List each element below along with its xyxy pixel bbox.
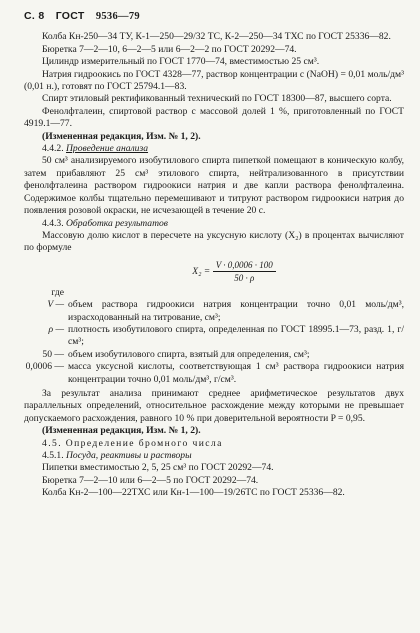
equipment-pipettes: Пипетки вместимостью 2, 5, 25 см³ по ГОСТ 20292—74. xyxy=(42,462,274,474)
formula-fraction xyxy=(213,259,276,285)
page-header xyxy=(24,10,404,23)
page-number: С. 8 xyxy=(24,10,45,22)
def-v-symbol: V — xyxy=(47,299,64,311)
standard-label: ГОСТ xyxy=(55,10,85,22)
formula-numerator: V · 0,0006 · 100 xyxy=(213,259,276,272)
formula-denominator: 50 · ρ xyxy=(234,273,255,284)
section-45-heading: 4.5. Определение бромного числа xyxy=(42,437,223,449)
section-443-heading xyxy=(24,218,404,230)
revision-note-2: (Измененная редакция, Изм. № 1, 2). xyxy=(42,425,201,437)
reagent-phenolphthalein: Фенолфталеин, спиртовой раствор с массовой долей 1 %, приготовленный по ГОСТ 4919.1—77. xyxy=(24,105,404,130)
formula xyxy=(64,259,404,283)
equipment-burette-2: Бюретка 7—2—10 или 6—2—5 по ГОСТ 20292—74. xyxy=(42,474,259,486)
result-paragraph: За результат анализа принимают среднее арифметическое результатов двух параллельных определений, относительное расхождение между которыми не превышает допускаемого расхождения, равного 10 % при доверительной вероятности P = 0,95. xyxy=(24,387,404,424)
where-label: где xyxy=(51,286,64,298)
section-451-title: Посуда, реактивы и растворы xyxy=(66,450,192,461)
section-442-title: Проведение анализа xyxy=(66,143,149,155)
reagent-naoh: Натрия гидроокись по ГОСТ 4328—77, раствор концентрации с (NaOH) = 0,01 моль/дм³ (0,01 н.), готовят по ГОСТ 25794.1—83. xyxy=(24,68,404,93)
def-rho-text: плотность изобутилового спирта, определенная по ГОСТ 18995.1—73, разд. 1, г/см³; xyxy=(68,323,404,348)
section-442-body: 50 см³ анализируемого изобутилового спирта пипеткой помещают в коническую колбу, затем прибавляют 25 см³ этилового спирта, нейтрализованного в присутствии фенолфталеина раствором гидроокиси натрия и две капли раствора фенолфталеина. Содержимое колбы тщательно перемешивают и титруют раствором гидроокиси натрия до появления розовой окраски, не исчезающей в течение 20 с. xyxy=(24,155,404,217)
equipment-flask: Колба Кн-250—34 ТУ, К-1—250—29/32 ТС, К-2—250—34 ТХС по ГОСТ 25336—82. xyxy=(42,31,391,43)
revision-note: (Измененная редакция, Изм. № 1, 2). xyxy=(42,130,201,142)
definitions xyxy=(24,287,404,386)
def-v-text: объем раствора гидроокиси натрия концентрации точно 0,01 моль/дм³, израсходованный на титрование, см³; xyxy=(68,299,404,323)
equipment-flask-2: Колба Кн-2—100—22ТХС или Кн-1—100—19/26ТС по ГОСТ 25336—82. xyxy=(42,487,345,499)
def-rho-symbol: ρ — xyxy=(48,323,64,335)
def-50-symbol: 50 — xyxy=(42,348,64,360)
equipment-cylinder: Цилиндр измерительный по ГОСТ 1770—74, вместимостью 25 см³. xyxy=(42,56,320,68)
standard-code: 9536—79 xyxy=(95,11,140,22)
document-page xyxy=(24,10,404,500)
def-0006-text: масса уксусной кислоты, соответствующая 1 см³ раствора гидроокиси натрия концентрации точно 0,01 моль/дм³, г/см³. xyxy=(68,361,404,385)
section-451-number: 4.5.1. xyxy=(42,450,64,461)
def-0006-symbol: 0,0006 — xyxy=(25,361,64,373)
section-451-heading xyxy=(24,450,404,462)
def-50-text: объем изобутилового спирта, взятый для определения, см³; xyxy=(68,348,310,360)
reagent-ethanol: Спирт этиловый ректификованный технический по ГОСТ 18300—87, высшего сорта. xyxy=(42,93,392,105)
section-442-number: 4.4.2. xyxy=(42,143,64,155)
section-443-number: 4.4.3. xyxy=(42,217,64,229)
section-443-body: Массовую долю кислот в пересчете на уксусную кислоту (X₂) в процентах вычисляют по формуле xyxy=(24,229,404,254)
section-442-heading xyxy=(24,143,404,155)
equipment-burette: Бюретка 7—2—10, 6—2—5 или 6—2—2 по ГОСТ 20292—74. xyxy=(42,43,297,55)
section-443-title: Обработка результатов xyxy=(66,217,168,229)
formula-lhs: X₂ = xyxy=(192,265,211,277)
